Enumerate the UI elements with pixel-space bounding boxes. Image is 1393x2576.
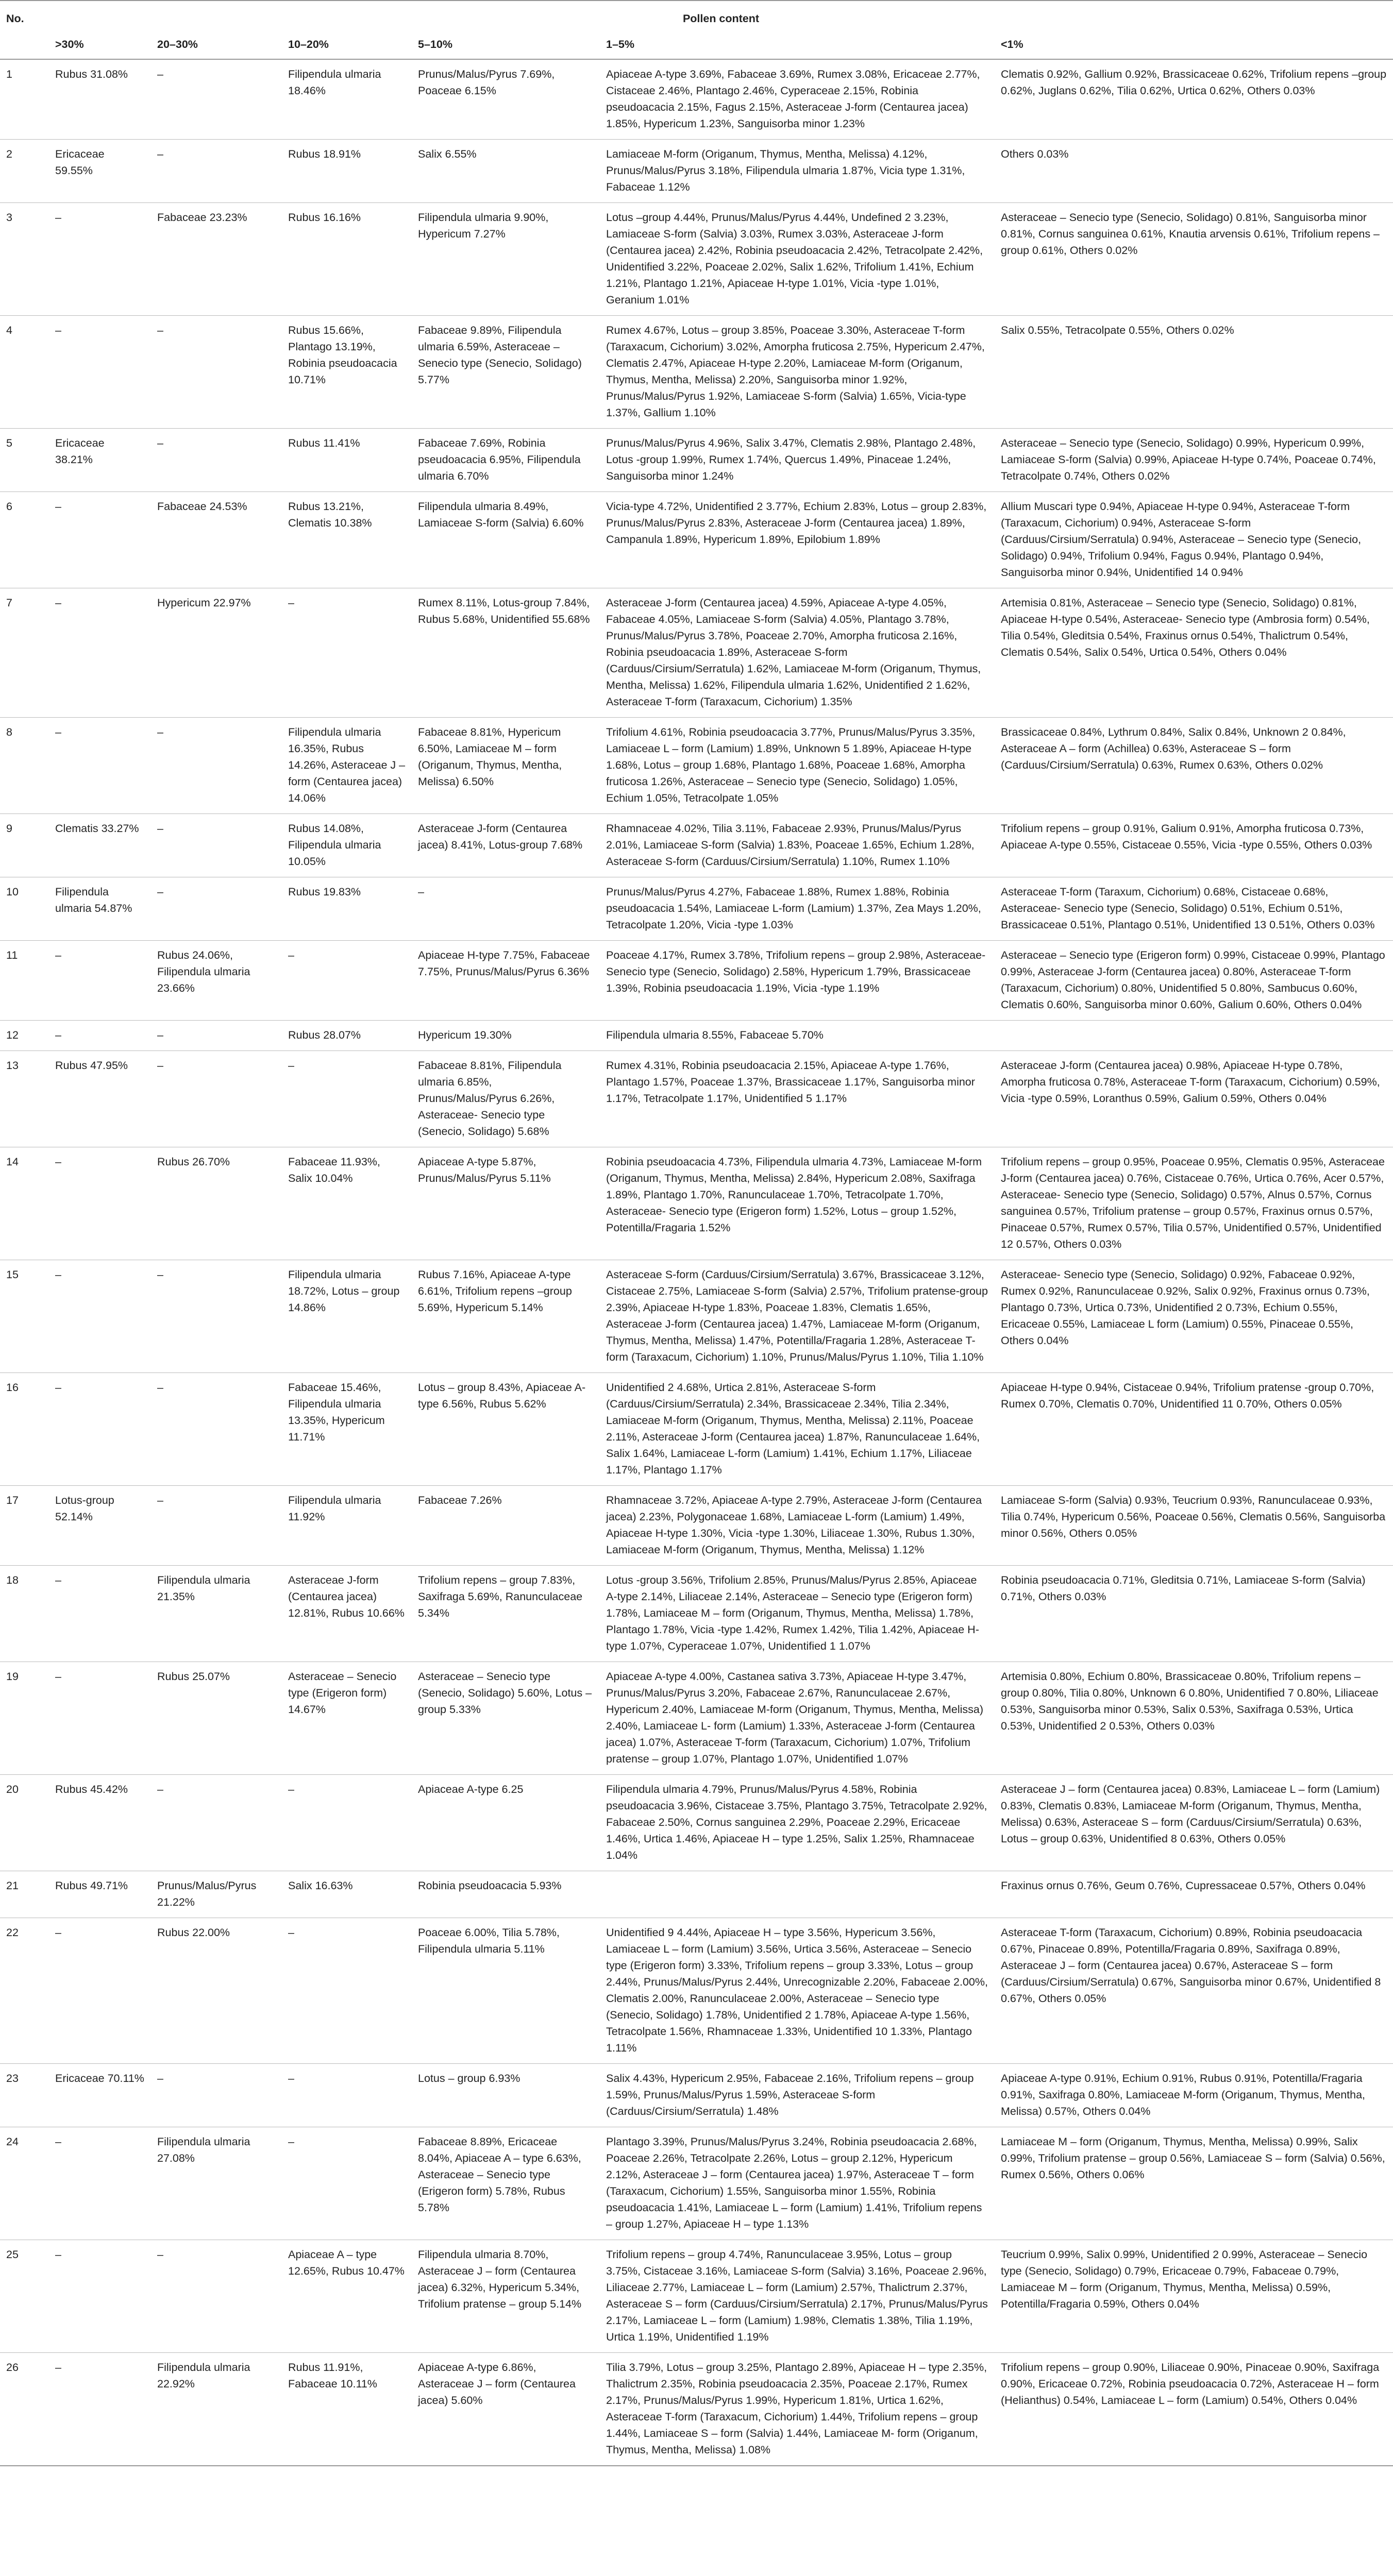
table-cell: – xyxy=(151,2240,282,2353)
table-cell: – xyxy=(49,492,151,588)
row-number-cell: 22 xyxy=(0,1918,49,2064)
table-row xyxy=(0,718,1393,814)
table-cell: – xyxy=(151,140,282,203)
row-number-cell: 12 xyxy=(0,1021,49,1051)
header-row-top xyxy=(0,1,1393,31)
table-cell: Trifolium repens – group 7.83%, Saxifraga 5.69%, Ranunculaceae 5.34% xyxy=(412,1566,600,1662)
table-cell: – xyxy=(49,1566,151,1662)
table-cell: Fabaceae 15.46%, Filipendula ulmaria 13.35%, Hypericum 11.71% xyxy=(282,1373,412,1486)
table-cell: – xyxy=(151,429,282,492)
table-row xyxy=(0,1147,1393,1260)
table-cell: – xyxy=(49,203,151,316)
table-cell: Salix 16.63% xyxy=(282,1871,412,1918)
table-row xyxy=(0,1373,1393,1486)
row-number-cell: 2 xyxy=(0,140,49,203)
table-cell: Rubus 22.00% xyxy=(151,1918,282,2064)
table-cell: Asteraceae J-form (Centaurea jacea) 12.81%, Rubus 10.66% xyxy=(282,1566,412,1662)
table-cell: Lamiaceae M – form (Origanum, Thymus, Mentha, Melissa) 0.99%, Salix 0.99%, Trifolium pratense – group 0.56%, Lamiaceae S – form (Salvia) 0.56%, Rumex 0.56%, Others 0.06% xyxy=(995,2127,1393,2240)
table-cell: Filipendula ulmaria 4.79%, Prunus/Malus/Pyrus 4.58%, Robinia pseudoacacia 3.96%, Cistaceae 3.75%, Plantago 3.75%, Tetracolpate 2.92%, Fabaceae 2.50%, Cornus sanguinea 2.29%, Poaceae 2.29%, Ericaceae 1.46%, Urtica 1.46%, Apiaceae H – type 1.25%, Salix 1.25%, Rhamnaceae 1.04% xyxy=(600,1775,995,1871)
column-header: 1–5% xyxy=(600,31,995,59)
table-cell: Asteraceae J-form (Centaurea jacea) 8.41%, Lotus-group 7.68% xyxy=(412,814,600,877)
row-number-cell: 20 xyxy=(0,1775,49,1871)
row-number-cell: 24 xyxy=(0,2127,49,2240)
table-cell: Fabaceae 8.89%, Ericaceae 8.04%, Apiaceae A – type 6.63%, Asteraceae – Senecio type (Erigeron form) 5.78%, Rubus 5.78% xyxy=(412,2127,600,2240)
table-cell: – xyxy=(49,718,151,814)
table-cell: Lotus-group 52.14% xyxy=(49,1486,151,1566)
table-row xyxy=(0,1486,1393,1566)
table-cell: Hypericum 22.97% xyxy=(151,588,282,718)
table-cell: Rubus 45.42% xyxy=(49,1775,151,1871)
table-cell: Rhamnaceae 3.72%, Apiaceae A-type 2.79%, Asteraceae J-form (Centaurea jacea) 2.23%, Polygonaceae 1.68%, Lamiaceae L-form (Lamium) 1.49%, Apiaceae H-type 1.30%, Vicia -type 1.30%, Liliaceae 1.30%, Rubus 1.30%, Lamiaceae M-form (Origanum, Thymus, Mentha, Melissa) 1.12% xyxy=(600,1486,995,1566)
table-cell: – xyxy=(282,588,412,718)
table-cell: – xyxy=(49,2240,151,2353)
table-cell: – xyxy=(49,1147,151,1260)
table-cell: Lotus -group 3.56%, Trifolium 2.85%, Prunus/Malus/Pyrus 2.85%, Apiaceae A-type 2.14%, Liliaceae 2.14%, Asteraceae – Senecio type (Erigeron form) 1.78%, Lamiaceae M – form (Origanum, Thymus, Mentha, Melissa) 1.78%, Plantago 1.78%, Vicia -type 1.42%, Rumex 1.42%, Tilia 1.42%, Apiaceae H-type 1.07%, Cyperaceae 1.07%, Unidentified 1 1.07% xyxy=(600,1566,995,1662)
table-cell: – xyxy=(49,1260,151,1373)
table-cell: Rubus 31.08% xyxy=(49,59,151,140)
table-cell: Filipendula ulmaria 11.92% xyxy=(282,1486,412,1566)
table-cell: – xyxy=(282,2127,412,2240)
table-cell: – xyxy=(151,1051,282,1147)
table-cell xyxy=(995,1021,1393,1051)
table-cell: Rubus 19.83% xyxy=(282,877,412,941)
table-cell: Apiaceae A-type 5.87%, Prunus/Malus/Pyrus 5.11% xyxy=(412,1147,600,1260)
table-cell: – xyxy=(151,1775,282,1871)
table-cell: Asteraceae – Senecio type (Erigeron form) 0.99%, Cistaceae 0.99%, Plantago 0.99%, Asteraceae J-form (Centaurea jacea) 0.80%, Asteraceae T-form (Taraxacum, Cichorium) 0.80%, Unidentified 5 0.80%, Sambucus 0.60%, Clematis 0.60%, Sanguisorba minor 0.60%, Galium 0.60%, Others 0.04% xyxy=(995,941,1393,1021)
table-cell xyxy=(600,1871,995,1918)
table-cell: Rubus 14.08%, Filipendula ulmaria 10.05% xyxy=(282,814,412,877)
row-number-cell: 9 xyxy=(0,814,49,877)
pollen-content-header: Pollen content xyxy=(49,1,1393,31)
table-cell: Filipendula ulmaria 18.72%, Lotus – group 14.86% xyxy=(282,1260,412,1373)
table-cell: Rubus 11.41% xyxy=(282,429,412,492)
row-number-cell: 14 xyxy=(0,1147,49,1260)
row-number-cell: 5 xyxy=(0,429,49,492)
table-row xyxy=(0,2240,1393,2353)
row-number-cell: 23 xyxy=(0,2064,49,2127)
table-cell: Robinia pseudoacacia 0.71%, Gleditsia 0.71%, Lamiaceae S-form (Salvia) 0.71%, Others 0.03% xyxy=(995,1566,1393,1662)
table-row xyxy=(0,877,1393,941)
table-cell: Robinia pseudoacacia 4.73%, Filipendula ulmaria 4.73%, Lamiaceae M-form (Origanum, Thymus, Mentha, Melissa) 2.84%, Hypericum 2.08%, Saxifraga 1.89%, Plantago 1.70%, Ranunculaceae 1.70%, Tetracolpate 1.70%, Asteraceae- Senecio type (Erigeron form) 1.52%, Lotus – group 1.52%, Potentilla/Fragaria 1.52% xyxy=(600,1147,995,1260)
table-cell: Asteraceae – Senecio type (Senecio, Solidago) 5.60%, Lotus – group 5.33% xyxy=(412,1662,600,1775)
table-cell: Others 0.03% xyxy=(995,140,1393,203)
table-cell: – xyxy=(151,877,282,941)
table-cell: – xyxy=(282,1918,412,2064)
table-cell: Lotus – group 8.43%, Apiaceae A-type 6.56%, Rubus 5.62% xyxy=(412,1373,600,1486)
table-cell: Rumex 4.31%, Robinia pseudoacacia 2.15%, Apiaceae A-type 1.76%, Plantago 1.57%, Poaceae 1.37%, Brassicaceae 1.17%, Sanguisorba minor 1.17%, Tetracolpate 1.17%, Unidentified 5 1.17% xyxy=(600,1051,995,1147)
row-number-cell: 19 xyxy=(0,1662,49,1775)
no-header: No. xyxy=(0,1,49,31)
table-cell: Apiaceae A-type 6.86%, Asteraceae J – form (Centaurea jacea) 5.60% xyxy=(412,2353,600,2466)
table-cell: Prunus/Malus/Pyrus 4.96%, Salix 3.47%, Clematis 2.98%, Plantago 2.48%, Lotus -group 1.99%, Rumex 1.74%, Quercus 1.49%, Pinaceae 1.24%, Sanguisorba minor 1.24% xyxy=(600,429,995,492)
row-number-cell: 16 xyxy=(0,1373,49,1486)
table-cell: Poaceae 4.17%, Rumex 3.78%, Trifolium repens – group 2.98%, Asteraceae- Senecio type (Senecio, Solidago) 2.58%, Hypericum 1.79%, Brassicaceae 1.39%, Robinia pseudoacacia 1.19%, Vicia -type 1.19% xyxy=(600,941,995,1021)
table-cell: Salix 6.55% xyxy=(412,140,600,203)
table-cell: – xyxy=(151,316,282,429)
row-number-cell: 8 xyxy=(0,718,49,814)
table-cell: Rubus 49.71% xyxy=(49,1871,151,1918)
table-cell: Fabaceae 24.53% xyxy=(151,492,282,588)
table-cell: – xyxy=(282,1051,412,1147)
table-cell: – xyxy=(151,1021,282,1051)
table-cell: Trifolium repens – group 0.91%, Galium 0.91%, Amorpha fruticosa 0.73%, Apiaceae A-type 0.55%, Cistaceae 0.55%, Vicia -type 0.55%, Others 0.03% xyxy=(995,814,1393,877)
table-cell: Lamiaceae M-form (Origanum, Thymus, Mentha, Melissa) 4.12%, Prunus/Malus/Pyrus 3.18%, Filipendula ulmaria 1.87%, Vicia type 1.31%, Fabaceae 1.12% xyxy=(600,140,995,203)
row-number-cell: 6 xyxy=(0,492,49,588)
table-cell: Ericaceae 59.55% xyxy=(49,140,151,203)
table-cell: Rumex 4.67%, Lotus – group 3.85%, Poaceae 3.30%, Asteraceae T-form (Taraxacum, Cichorium) 3.02%, Amorpha fruticosa 2.75%, Hypericum 2.47%, Clematis 2.47%, Apiaceae H-type 2.20%, Lamiaceae M-form (Origanum, Thymus, Mentha, Melissa) 2.20%, Sanguisorba minor 1.92%, Prunus/Malus/Pyrus 1.92%, Lamiaceae S-form (Salvia) 1.65%, Vicia-type 1.37%, Gallium 1.10% xyxy=(600,316,995,429)
row-number-cell: 15 xyxy=(0,1260,49,1373)
no-subheader-empty xyxy=(0,31,49,59)
table-cell: Filipendula ulmaria 9.90%, Hypericum 7.27% xyxy=(412,203,600,316)
table-cell: Apiaceae H-type 0.94%, Cistaceae 0.94%, Trifolium pratense -group 0.70%, Rumex 0.70%, Clematis 0.70%, Unidentified 11 0.70%, Others 0.05% xyxy=(995,1373,1393,1486)
table-cell: Trifolium 4.61%, Robinia pseudoacacia 3.77%, Prunus/Malus/Pyrus 3.35%, Lamiaceae L – form (Lamium) 1.89%, Unknown 5 1.89%, Apiaceae H-type 1.68%, Lotus – group 1.68%, Plantago 1.68%, Poaceae 1.68%, Amorpha fruticosa 1.26%, Asteraceae – Senecio type (Senecio, Solidago) 1.05%, Echium 1.05%, Tetracolpate 1.05% xyxy=(600,718,995,814)
table-cell: Salix 4.43%, Hypericum 2.95%, Fabaceae 2.16%, Trifolium repens – group 1.59%, Prunus/Malus/Pyrus 1.59%, Asteraceae S-form (Carduus/Cirsium/Serratula) 1.48% xyxy=(600,2064,995,2127)
column-header: >30% xyxy=(49,31,151,59)
table-cell: Plantago 3.39%, Prunus/Malus/Pyrus 3.24%, Robinia pseudoacacia 2.68%, Poaceae 2.26%, Tetracolpate 2.26%, Lotus – group 2.12%, Hypericum 2.12%, Asteraceae J – form (Centaurea jacea) 1.97%, Asteraceae T – form (Taraxacum, Cichorium) 1.55%, Sanguisorba minor 1.55%, Robinia pseudoacacia 1.41%, Lamiaceae L – form (Lamium) 1.41%, Trifolium repens – group 1.27%, Apiaceae H – type 1.13% xyxy=(600,2127,995,2240)
table-cell: Rubus 28.07% xyxy=(282,1021,412,1051)
column-header: <1% xyxy=(995,31,1393,59)
table-cell: – xyxy=(282,941,412,1021)
table-cell: Rubus 47.95% xyxy=(49,1051,151,1147)
table-row xyxy=(0,1918,1393,2064)
table-cell: Asteraceae – Senecio type (Senecio, Solidago) 0.99%, Hypericum 0.99%, Lamiaceae S-form (Salvia) 0.99%, Apiaceae H-type 0.74%, Poaceae 0.74%, Tetracolpate 0.74%, Others 0.02% xyxy=(995,429,1393,492)
header-row-columns xyxy=(0,31,1393,59)
table-cell: Lotus –group 4.44%, Prunus/Malus/Pyrus 4.44%, Undefined 2 3.23%, Lamiaceae S-form (Salvia) 3.03%, Rumex 3.03%, Asteraceae J-form (Centaurea jacea) 2.42%, Robinia pseudoacacia 2.42%, Tetracolpate 2.42%, Unidentified 3.22%, Poaceae 2.02%, Salix 1.62%, Trifolium 1.41%, Echium 1.21%, Plantago 1.21%, Apiaceae H-type 1.01%, Vicia -type 1.01%, Geranium 1.01% xyxy=(600,203,995,316)
table-row xyxy=(0,140,1393,203)
row-number-cell: 17 xyxy=(0,1486,49,1566)
row-number-cell: 25 xyxy=(0,2240,49,2353)
table-cell: Trifolium repens – group 4.74%, Ranunculaceae 3.95%, Lotus – group 3.75%, Cistaceae 3.16%, Lamiaceae S-form (Salvia) 3.16%, Poaceae 2.96%, Liliaceae 2.77%, Lamiaceae L – form (Lamium) 2.57%, Thalictrum 2.37%, Asteraceae S – form (Carduus/Cirsium/Serratula) 2.17%, Prunus/Malus/Pyrus 2.17%, Lamiaceae L – form (Lamium) 1.98%, Clematis 1.38%, Tilia 1.19%, Urtica 1.19%, Unidentified 1.19% xyxy=(600,2240,995,2353)
table-cell: Clematis 33.27% xyxy=(49,814,151,877)
row-number-cell: 21 xyxy=(0,1871,49,1918)
row-number-cell: 10 xyxy=(0,877,49,941)
table-cell: – xyxy=(49,941,151,1021)
column-header: 20–30% xyxy=(151,31,282,59)
table-cell: Prunus/Malus/Pyrus 7.69%, Poaceae 6.15% xyxy=(412,59,600,140)
table-row xyxy=(0,1871,1393,1918)
table-row xyxy=(0,1566,1393,1662)
table-cell: Apiaceae A – type 12.65%, Rubus 10.47% xyxy=(282,2240,412,2353)
table-cell: Filipendula ulmaria 16.35%, Rubus 14.26%, Asteraceae J – form (Centaurea jacea) 14.06% xyxy=(282,718,412,814)
table-row xyxy=(0,2353,1393,2466)
table-cell: Filipendula ulmaria 54.87% xyxy=(49,877,151,941)
table-row xyxy=(0,316,1393,429)
table-row xyxy=(0,1260,1393,1373)
table-cell: Fabaceae 8.81%, Filipendula ulmaria 6.85%, Prunus/Malus/Pyrus 6.26%, Asteraceae- Senecio type (Senecio, Solidago) 5.68% xyxy=(412,1051,600,1147)
table-row xyxy=(0,814,1393,877)
table-cell: Hypericum 19.30% xyxy=(412,1021,600,1051)
table-cell: – xyxy=(282,1775,412,1871)
column-header: 5–10% xyxy=(412,31,600,59)
table-cell: Artemisia 0.80%, Echium 0.80%, Brassicaceae 0.80%, Trifolium repens – group 0.80%, Tilia 0.80%, Unknown 6 0.80%, Unidentified 7 0.80%, Liliaceae 0.53%, Sanguisorba minor 0.53%, Salix 0.53%, Saxifraga 0.53%, Urtica 0.53%, Unidentified 2 0.53%, Others 0.03% xyxy=(995,1662,1393,1775)
table-cell: Lamiaceae S-form (Salvia) 0.93%, Teucrium 0.93%, Ranunculaceae 0.93%, Tilia 0.74%, Hypericum 0.56%, Poaceae 0.56%, Clematis 0.56%, Sanguisorba minor 0.56%, Others 0.05% xyxy=(995,1486,1393,1566)
table-cell: Allium Muscari type 0.94%, Apiaceae H-type 0.94%, Asteraceae T-form (Taraxacum, Cichorium) 0.94%, Asteraceae S-form (Carduus/Cirsium/Serratula) 0.94%, Asteraceae – Senecio type (Senecio, Solidago) 0.94%, Trifolium 0.94%, Fagus 0.94%, Plantago 0.94%, Sanguisorba minor 0.94%, Unidentified 14 0.94% xyxy=(995,492,1393,588)
table-cell: Filipendula ulmaria 8.70%, Asteraceae J – form (Centaurea jacea) 6.32%, Hypericum 5.34%, Trifolium pratense – group 5.14% xyxy=(412,2240,600,2353)
row-number-cell: 7 xyxy=(0,588,49,718)
row-number-cell: 3 xyxy=(0,203,49,316)
table-cell: Ericaceae 70.11% xyxy=(49,2064,151,2127)
table-cell: Unidentified 2 4.68%, Urtica 2.81%, Asteraceae S-form (Carduus/Cirsium/Serratula) 2.34%, Brassicaceae 2.34%, Tilia 2.34%, Lamiaceae M-form (Origanum, Thymus, Mentha, Melissa) 2.11%, Poaceae 2.11%, Asteraceae J-form (Centaurea jacea) 1.87%, Ranunculaceae 1.64%, Salix 1.64%, Lamiaceae L-form (Lamium) 1.41%, Echium 1.17%, Liliaceae 1.17%, Plantago 1.17% xyxy=(600,1373,995,1486)
table-body xyxy=(0,59,1393,2466)
table-cell: Filipendula ulmaria 21.35% xyxy=(151,1566,282,1662)
table-cell: Fabaceae 11.93%, Salix 10.04% xyxy=(282,1147,412,1260)
table-cell: Prunus/Malus/Pyrus 4.27%, Fabaceae 1.88%, Rumex 1.88%, Robinia pseudoacacia 1.54%, Lamiaceae L-form (Lamium) 1.37%, Zea Mays 1.20%, Tetracolpate 1.20%, Vicia -type 1.03% xyxy=(600,877,995,941)
table-cell: Robinia pseudoacacia 5.93% xyxy=(412,1871,600,1918)
row-number-cell: 11 xyxy=(0,941,49,1021)
table-cell: – xyxy=(49,1662,151,1775)
table-cell: Trifolium repens – group 0.95%, Poaceae 0.95%, Clematis 0.95%, Asteraceae J-form (Centaurea jacea) 0.76%, Cistaceae 0.76%, Urtica 0.76%, Acer 0.57%, Asteraceae- Senecio type (Senecio, Solidago) 0.57%, Alnus 0.57%, Cornus sanguinea 0.57%, Trifolium pratense – group 0.57%, Fraxinus ornus 0.57%, Pinaceae 0.57%, Rumex 0.57%, Tilia 0.57%, Unidentified 0.57%, Unidentified 12 0.57%, Others 0.03% xyxy=(995,1147,1393,1260)
table-cell: Rubus 24.06%, Filipendula ulmaria 23.66% xyxy=(151,941,282,1021)
table-cell: Rubus 15.66%, Plantago 13.19%, Robinia pseudoacacia 10.71% xyxy=(282,316,412,429)
table-cell: – xyxy=(49,2353,151,2466)
table-row xyxy=(0,1021,1393,1051)
table-cell: Apiaceae H-type 7.75%, Fabaceae 7.75%, Prunus/Malus/Pyrus 6.36% xyxy=(412,941,600,1021)
table-cell: – xyxy=(151,2064,282,2127)
table-cell: Rubus 7.16%, Apiaceae A-type 6.61%, Trifolium repens –group 5.69%, Hypericum 5.14% xyxy=(412,1260,600,1373)
table-cell: Vicia-type 4.72%, Unidentified 2 3.77%, Echium 2.83%, Lotus – group 2.83%, Prunus/Malus/Pyrus 2.83%, Asteraceae J-form (Centaurea jacea) 1.89%, Campanula 1.89%, Hypericum 1.89%, Epilobium 1.89% xyxy=(600,492,995,588)
table-cell: Asteraceae J-form (Centaurea jacea) 4.59%, Apiaceae A-type 4.05%, Fabaceae 4.05%, Lamiaceae S-form (Salvia) 4.05%, Plantago 3.78%, Prunus/Malus/Pyrus 3.78%, Poaceae 2.70%, Amorpha fruticosa 2.16%, Robinia pseudoacacia 1.89%, Asteraceae S-form (Carduus/Cirsium/Serratula) 1.62%, Lamiaceae M-form (Origanum, Thymus, Mentha, Melissa) 1.62%, Filipendula ulmaria 1.62%, Unidentified 2 1.62%, Asteraceae T-form (Taraxacum, Cichorium) 1.35% xyxy=(600,588,995,718)
table-cell: – xyxy=(282,2064,412,2127)
table-cell: Filipendula ulmaria 27.08% xyxy=(151,2127,282,2240)
table-cell: Asteraceae S-form (Carduus/Cirsium/Serratula) 3.67%, Brassicaceae 3.12%, Cistaceae 2.75%, Lamiaceae S-form (Salvia) 2.57%, Trifolium pratense-group 2.39%, Apiaceae H-type 1.83%, Poaceae 1.83%, Clematis 1.65%, Asteraceae J-form (Centaurea jacea) 1.47%, Lamiaceae M-form (Origanum, Thymus, Mentha, Melissa) 1.47%, Potentilla/Fragaria 1.28%, Asteraceae T-form (Taraxacum, Cichorium) 1.10%, Prunus/Malus/Pyrus 1.10%, Tilia 1.10% xyxy=(600,1260,995,1373)
table-cell: – xyxy=(151,1486,282,1566)
table-row xyxy=(0,588,1393,718)
table-cell: Apiaceae A-type 0.91%, Echium 0.91%, Rubus 0.91%, Potentilla/Fragaria 0.91%, Saxifraga 0.80%, Lamiaceae M-form (Origanum, Thymus, Mentha, Melissa) 0.57%, Others 0.04% xyxy=(995,2064,1393,2127)
table-cell: Rubus 25.07% xyxy=(151,1662,282,1775)
table-cell: – xyxy=(49,2127,151,2240)
table-row xyxy=(0,1051,1393,1147)
table-cell: Clematis 0.92%, Gallium 0.92%, Brassicaceae 0.62%, Trifolium repens –group 0.62%, Juglans 0.62%, Tilia 0.62%, Urtica 0.62%, Others 0.03% xyxy=(995,59,1393,140)
table-cell: Teucrium 0.99%, Salix 0.99%, Unidentified 2 0.99%, Asteraceae – Senecio type (Senecio, Solidago) 0.79%, Ericaceae 0.79%, Fabaceae 0.79%, Lamiaceae M – form (Origanum, Thymus, Mentha, Melissa) 0.59%, Potentilla/Fragaria 0.59%, Others 0.04% xyxy=(995,2240,1393,2353)
table-cell: Rumex 8.11%, Lotus-group 7.84%, Rubus 5.68%, Unidentified 55.68% xyxy=(412,588,600,718)
table-cell: Brassicaceae 0.84%, Lythrum 0.84%, Salix 0.84%, Unknown 2 0.84%, Asteraceae A – form (Achillea) 0.63%, Asteraceae S – form (Carduus/Cirsium/Serratula) 0.63%, Rumex 0.63%, Others 0.02% xyxy=(995,718,1393,814)
table-cell: Fabaceae 9.89%, Filipendula ulmaria 6.59%, Asteraceae – Senecio type (Senecio, Solidago) 5.77% xyxy=(412,316,600,429)
table-row xyxy=(0,2064,1393,2127)
table-cell: Asteraceae J-form (Centaurea jacea) 0.98%, Apiaceae H-type 0.78%, Amorpha fruticosa 0.78%, Asteraceae T-form (Taraxacum, Cichorium) 0.59%, Vicia -type 0.59%, Loranthus 0.59%, Galium 0.59%, Others 0.04% xyxy=(995,1051,1393,1147)
table-cell: – xyxy=(151,718,282,814)
table-cell: – xyxy=(49,1373,151,1486)
table-cell: Apiaceae A-type 3.69%, Fabaceae 3.69%, Rumex 3.08%, Ericaceae 2.77%, Cistaceae 2.46%, Plantago 2.46%, Cyperaceae 2.15%, Robinia pseudoacacia 2.15%, Fagus 2.15%, Asteraceae J-form (Centaurea jacea) 1.85%, Hypericum 1.23%, Sanguisorba minor 1.23% xyxy=(600,59,995,140)
table-cell: – xyxy=(49,1918,151,2064)
table-cell: Artemisia 0.81%, Asteraceae – Senecio type (Senecio, Solidago) 0.81%, Apiaceae H-type 0.54%, Asteraceae- Senecio type (Ambrosia form) 0.54%, Tilia 0.54%, Gleditsia 0.54%, Fraxinus ornus 0.54%, Thalictrum 0.54%, Clematis 0.54%, Salix 0.54%, Urtica 0.54%, Others 0.04% xyxy=(995,588,1393,718)
table-cell: Rhamnaceae 4.02%, Tilia 3.11%, Fabaceae 2.93%, Prunus/Malus/Pyrus 2.01%, Lamiaceae S-form (Salvia) 1.83%, Poaceae 1.65%, Echium 1.28%, Asteraceae S-form (Carduus/Cirsium/Serratula) 1.10%, Rumex 1.10% xyxy=(600,814,995,877)
table-cell: Asteraceae- Senecio type (Senecio, Solidago) 0.92%, Fabaceae 0.92%, Rumex 0.92%, Ranunculaceae 0.92%, Salix 0.92%, Fraxinus ornus 0.73%, Plantago 0.73%, Urtica 0.73%, Unidentified 2 0.73%, Echium 0.55%, Ericaceae 0.55%, Lamiaceae L form (Lamium) 0.55%, Pinaceae 0.55%, Others 0.04% xyxy=(995,1260,1393,1373)
table-cell: – xyxy=(412,877,600,941)
table-cell: Filipendula ulmaria 8.55%, Fabaceae 5.70% xyxy=(600,1021,995,1051)
table-row xyxy=(0,59,1393,140)
table-row xyxy=(0,1662,1393,1775)
column-header: 10–20% xyxy=(282,31,412,59)
table-row xyxy=(0,492,1393,588)
table-row xyxy=(0,2127,1393,2240)
row-number-cell: 18 xyxy=(0,1566,49,1662)
table-cell: Fraxinus ornus 0.76%, Geum 0.76%, Cupressaceae 0.57%, Others 0.04% xyxy=(995,1871,1393,1918)
table-cell: Filipendula ulmaria 18.46% xyxy=(282,59,412,140)
table-cell: – xyxy=(49,1021,151,1051)
table-row xyxy=(0,203,1393,316)
table-cell: Prunus/Malus/Pyrus 21.22% xyxy=(151,1871,282,1918)
table-cell: Rubus 26.70% xyxy=(151,1147,282,1260)
table-cell: Fabaceae 7.69%, Robinia pseudoacacia 6.95%, Filipendula ulmaria 6.70% xyxy=(412,429,600,492)
table-cell: – xyxy=(151,59,282,140)
table-cell: Asteraceae T-form (Taraxum, Cichorium) 0.68%, Cistaceae 0.68%, Asteraceae- Senecio type (Senecio, Solidago) 0.51%, Echium 0.51%, Brassicaceae 0.51%, Plantago 0.51%, Unidentified 13 0.51%, Others 0.03% xyxy=(995,877,1393,941)
table-cell: Asteraceae – Senecio type (Erigeron form) 14.67% xyxy=(282,1662,412,1775)
table-cell: Rubus 11.91%, Fabaceae 10.11% xyxy=(282,2353,412,2466)
table-cell: Trifolium repens – group 0.90%, Liliaceae 0.90%, Pinaceae 0.90%, Saxifraga 0.90%, Ericaceae 0.72%, Robinia pseudoacacia 0.72%, Asteraceae H – form (Helianthus) 0.54%, Lamiaceae L – form (Lamium) 0.54%, Others 0.04% xyxy=(995,2353,1393,2466)
table-cell: – xyxy=(151,1260,282,1373)
table-cell: Fabaceae 7.26% xyxy=(412,1486,600,1566)
table-cell: Asteraceae – Senecio type (Senecio, Solidago) 0.81%, Sanguisorba minor 0.81%, Cornus sanguinea 0.61%, Knautia arvensis 0.61%, Trifolium repens – group 0.61%, Others 0.02% xyxy=(995,203,1393,316)
table-cell: Apiaceae A-type 6.25 xyxy=(412,1775,600,1871)
row-number-cell: 26 xyxy=(0,2353,49,2466)
table-row xyxy=(0,1775,1393,1871)
table-cell: Unidentified 9 4.44%, Apiaceae H – type 3.56%, Hypericum 3.56%, Lamiaceae L – form (Lamium) 3.56%, Urtica 3.56%, Asteraceae – Senecio type (Erigeron form) 3.33%, Trifolium repens – group 3.33%, Lotus – group 2.44%, Prunus/Malus/Pyrus 2.44%, Unrecognizable 2.20%, Fabaceae 2.00%, Clematis 2.00%, Ranunculaceae 2.00%, Asteraceae – Senecio type (Senecio, Solidago) 1.78%, Unidentified 2 1.78%, Apiaceae A-type 1.56%, Tetracolpate 1.56%, Rhamnaceae 1.33%, Unidentified 10 1.33%, Plantago 1.11% xyxy=(600,1918,995,2064)
table-cell: Fabaceae 8.81%, Hypericum 6.50%, Lamiaceae M – form (Origanum, Thymus, Mentha, Melissa) 6.50% xyxy=(412,718,600,814)
table-cell: – xyxy=(49,588,151,718)
row-number-cell: 13 xyxy=(0,1051,49,1147)
table-cell: Salix 0.55%, Tetracolpate 0.55%, Others 0.02% xyxy=(995,316,1393,429)
table-cell: Poaceae 6.00%, Tilia 5.78%, Filipendula ulmaria 5.11% xyxy=(412,1918,600,2064)
table-cell: Rubus 13.21%, Clematis 10.38% xyxy=(282,492,412,588)
table-cell: Rubus 16.16% xyxy=(282,203,412,316)
table-row xyxy=(0,941,1393,1021)
table-cell: Filipendula ulmaria 22.92% xyxy=(151,2353,282,2466)
table-cell: Tilia 3.79%, Lotus – group 3.25%, Plantago 2.89%, Apiaceae H – type 2.35%, Thalictrum 2.35%, Robinia pseudoacacia 2.35%, Poaceae 2.17%, Rumex 2.17%, Prunus/Malus/Pyrus 1.99%, Hypericum 1.81%, Urtica 1.62%, Asteraceae T-form (Taraxacum, Cichorium) 1.44%, Trifolium repens – group 1.44%, Lamiaceae S – form (Salvia) 1.44%, Lamiaceae M- form (Origanum, Thymus, Mentha, Melissa) 1.08% xyxy=(600,2353,995,2466)
table-cell: – xyxy=(151,814,282,877)
table-cell: Ericaceae 38.21% xyxy=(49,429,151,492)
table-cell: Apiaceae A-type 4.00%, Castanea sativa 3.73%, Apiaceae H-type 3.47%, Prunus/Malus/Pyrus 3.20%, Fabaceae 2.67%, Ranunculaceae 2.67%, Hypericum 2.40%, Lamiaceae M-form (Origanum, Thymus, Mentha, Melissa) 2.40%, Lamiaceae L- form (Lamium) 1.33%, Asteraceae J-form (Centaurea jacea) 1.07%, Asteraceae T-form (Taraxacum, Cichorium) 1.07%, Trifolium pratense – group 1.07%, Plantago 1.07%, Unidentified 1.07% xyxy=(600,1662,995,1775)
table-cell: Asteraceae T-form (Taraxacum, Cichorium) 0.89%, Robinia pseudoacacia 0.67%, Pinaceae 0.89%, Potentilla/Fragaria 0.89%, Saxifraga 0.89%, Asteraceae J – form (Centaurea jacea) 0.67%, Asteraceae S – form (Carduus/Cirsium/Serratula) 0.67%, Sanguisorba minor 0.67%, Unidentified 8 0.67%, Others 0.05% xyxy=(995,1918,1393,2064)
row-number-cell: 4 xyxy=(0,316,49,429)
table-cell: Fabaceae 23.23% xyxy=(151,203,282,316)
table-cell: – xyxy=(151,1373,282,1486)
row-number-cell: 1 xyxy=(0,59,49,140)
table-cell: Rubus 18.91% xyxy=(282,140,412,203)
table-row xyxy=(0,429,1393,492)
table-cell: Lotus – group 6.93% xyxy=(412,2064,600,2127)
table-cell: – xyxy=(49,316,151,429)
table-cell: Asteraceae J – form (Centaurea jacea) 0.83%, Lamiaceae L – form (Lamium) 0.83%, Clematis 0.83%, Lamiaceae M-form (Origanum, Thymus, Mentha, Melissa) 0.63%, Asteraceae S – form (Carduus/Cirsium/Serratula) 0.63%, Lotus – group 0.63%, Unidentified 8 0.63%, Others 0.05% xyxy=(995,1775,1393,1871)
table-cell: Filipendula ulmaria 8.49%, Lamiaceae S-form (Salvia) 6.60% xyxy=(412,492,600,588)
